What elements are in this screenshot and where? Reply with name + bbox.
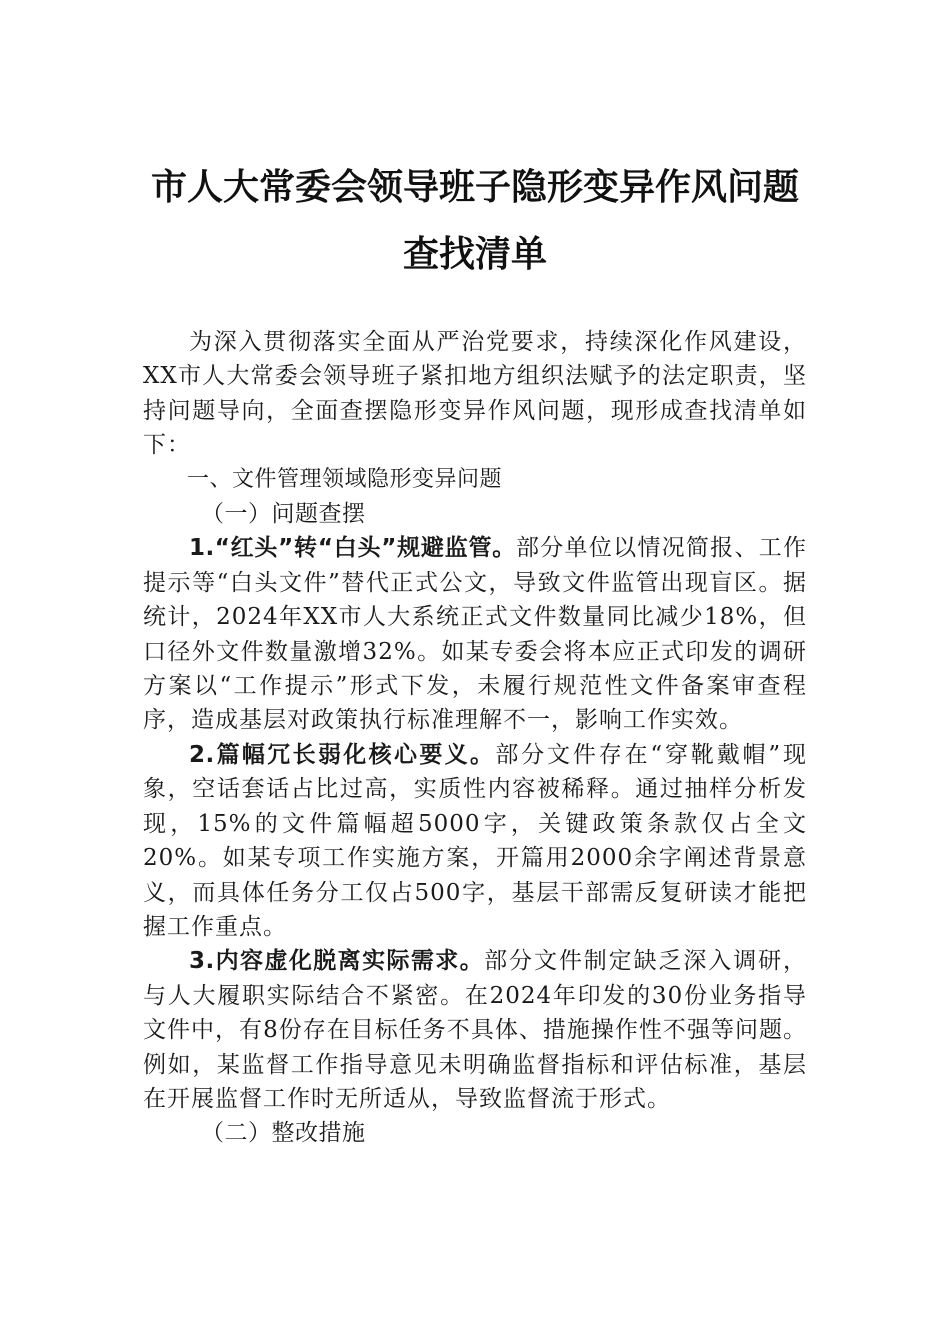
issue-item-3-lead: 3.内容虚化脱离实际需求。 (189, 948, 485, 975)
issue-item-1-text: 部分单位以情况简报、工作提示等“白头文件”替代正式公文，导致文件监管出现盲区。据统计，2024年XX市人大系统正式文件数量同比减少18%，但口径外文件数量激增32%。如某专委会将本应正式印发的调研方案以“工作提示”形式下发，未履行规范性文件备案审查程序，造成基层对政策执行标准理解不一，影响工作实效。 (143, 535, 807, 734)
issue-item-3-text: 部分文件制定缺乏深入调研，与人大履职实际结合不紧密。在2024年印发的30份业务指导文件中，有8份存在目标任务不具体、措施操作性不强等问题。例如，某监督工作指导意见未明确监督指标和评估标准，基层在开展监督工作时无所适从，导致监督流于形式。 (143, 948, 807, 1112)
document-body (143, 325, 807, 1151)
issue-item-2-lead: 2.篇幅冗长弱化核心要义。 (189, 741, 496, 768)
document-title-line-2: 查找清单 (402, 233, 547, 275)
issue-item-1 (143, 531, 807, 737)
issue-item-2 (143, 738, 807, 944)
issue-item-3 (143, 944, 807, 1116)
document-title-line-1: 市人大常委会领导班子隐形变异作风问题 (150, 166, 799, 208)
issue-item-2-text: 部分文件存在“穿靴戴帽”现象，空话套话占比过高，实质性内容被稀释。通过抽样分析发现，15%的文件篇幅超5000字，关键政策条款仅占全文20%。如某专项工作实施方案，开篇用2000余字阐述背景意义，而具体任务分工仅占500字，基层干部需反复研读才能把握工作重点。 (143, 741, 807, 940)
issue-item-1-lead: 1.“红头”转“白头”规避监管。 (189, 535, 517, 562)
section-1-heading: 一、文件管理领域隐形变异问题 (187, 466, 503, 492)
part-2-heading: （二）整改措施 (201, 1120, 366, 1147)
part-1-heading: （一）问题查摆 (201, 501, 366, 528)
intro-paragraph: 为深入贯彻落实全面从严治党要求，持续深化作风建设，XX市人大常委会领导班子紧扣地方组织法赋予的法定职责，坚持问题导向，全面查摆隐形变异作风问题，现形成查找清单如下： (143, 329, 807, 459)
